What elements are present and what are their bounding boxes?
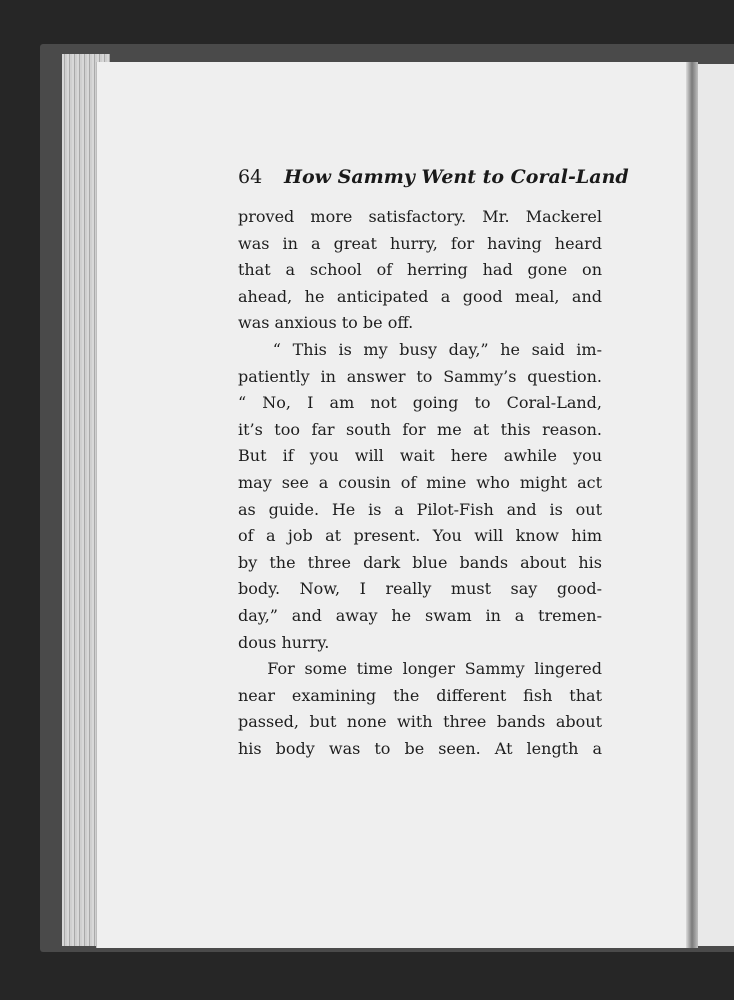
text-line: proved more satisfactory. Mr. Mackerel	[238, 207, 602, 226]
text-line: near examining the different fish that	[238, 685, 602, 705]
text-line: “ No, I am not going to Coral-Land,	[238, 393, 602, 413]
text-line: by the three dark blue bands about his	[238, 552, 602, 572]
text-line: that a school of herring had gone on	[238, 260, 602, 280]
text-line: For some time longer Sammy lingered	[238, 659, 602, 679]
text-line: as guide. He is a Pilot-Fish and is out	[238, 499, 602, 519]
page-header	[238, 166, 629, 188]
running-title: How Sammy Went to Coral-Land	[284, 166, 629, 188]
text-line: it’s too far south for me at this reason.	[238, 419, 602, 439]
text-line: passed, but none with three bands about	[238, 712, 602, 732]
page-number: 64	[238, 166, 263, 188]
text-line: dous hurry.	[238, 632, 330, 652]
text-line: was anxious to be off.	[238, 313, 414, 333]
text-line: his body was to be seen. At length a	[238, 738, 602, 758]
text-line: But if you will wait here awhile you	[238, 446, 602, 466]
text-line: may see a cousin of mine who might act	[238, 472, 602, 492]
facing-page-edge	[698, 64, 734, 946]
book-gutter	[686, 62, 698, 948]
body-text	[238, 204, 602, 762]
text-line: body. Now, I really must say good-	[238, 579, 602, 599]
text-line: patiently in answer to Sammy’s question.	[238, 366, 602, 386]
text-line: “ This is my busy day,” he said im-	[238, 339, 602, 359]
text-line: was in a great hurry, for having heard	[238, 233, 602, 253]
text-line: day,” and away he swam in a tremen-	[238, 605, 602, 625]
text-line: ahead, he anticipated a good meal, and	[238, 286, 602, 306]
text-line: of a job at present. You will know him	[238, 526, 602, 546]
